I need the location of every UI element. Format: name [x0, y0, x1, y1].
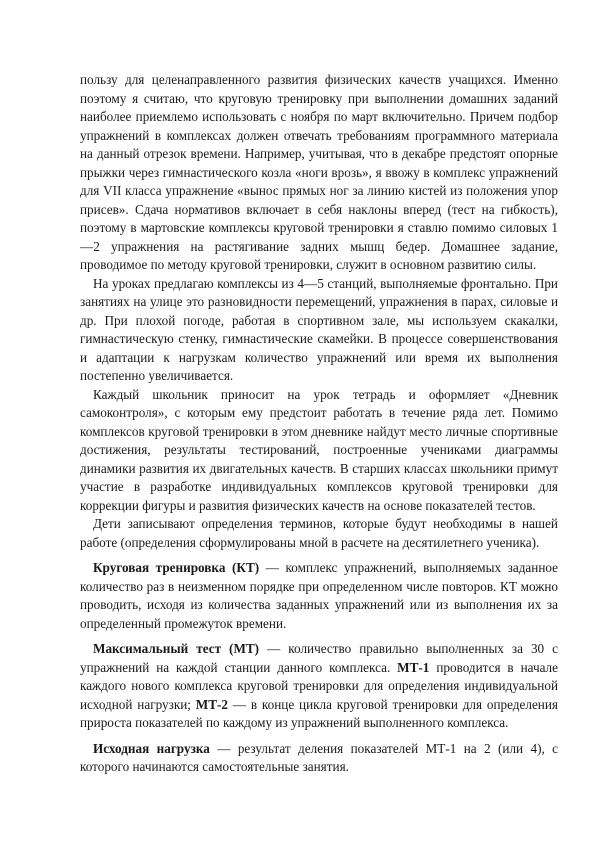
- term-mt1: МТ-1: [397, 659, 430, 675]
- definition-text: — результат деления показателей МТ-1 на 2 (или 4), с которого начинаются самостоятельные занятия.: [80, 740, 558, 774]
- definition-text: проводится в начале каждого нового комплекса круговой тренировки для определения индивидуальной исходной нагрузки;: [80, 659, 558, 712]
- term-initial-load: Исходная нагрузка: [93, 740, 210, 756]
- term-circuit-training: Круговая тренировка (КТ): [93, 560, 260, 575]
- definition-max-test: [80, 640, 558, 733]
- definition-text: — комплекс упражнений, выполняемых заданное количество раз в неизменном порядке при определенном числе повторов. КТ можно проводить, исходя из количества заданных упражнений или из выполнения их за определенный промежуток времени.: [80, 560, 558, 631]
- paragraph-lesson-complexes: На уроках предлагаю комплексы из 4—5 станций, выполняемые фронтально. При занятиях на улице это разновидности перемещений, упражнения в парах, силовые и др. При плохой погоде, работая в спортивном зале, мы используем скакалки, гимнастическую стенку, гимнастические скамейки. В процессе совершенствования и адаптации к нагрузкам количество упражнений или время их выполнения постепенно увеличивается.: [80, 275, 558, 383]
- paragraph-self-control-diary: Каждый школьник приносит на урок тетрадь и оформляет «Дневник самоконтроля», с которым ему предстоит работать в течение ряда лет. Помимо комплексов круговой тренировки в этом дневнике найдут место личные спортивные достижения, результаты тестирований, построенные учениками диаграммы динамики развития их двигательных качеств. В старших классах школьники примут участие в разработке индивидуальных комплексов круговой тренировки для коррекции фигуры и развития физических качеств на основе показателей тестов.: [80, 386, 558, 513]
- term-mt2: МТ-2: [195, 696, 229, 712]
- definition-text: — количество правильно выполненных за 30 с упражнений на каждой станции данного комплекса.: [80, 641, 558, 675]
- definition-text: — в конце цикла круговой тренировки для определения прироста показателей по каждому из упражнений выполненного комплекса.: [80, 696, 558, 730]
- paragraph-terms-intro: Дети записывают определения терминов, которые будут необходимы в нашей работе (определения сформулированы мной в расчете на десятилетнего ученика).: [80, 516, 558, 550]
- term-max-test: Максимальный тест (МТ): [93, 641, 260, 656]
- page-body: [80, 71, 558, 777]
- definition-initial-load: [80, 740, 558, 777]
- paragraph-training-schedule: пользу для целенаправленного развития физических качеств учащихся. Именно поэтому я считаю, что круговую тренировку при выполнении домашних заданий наиболее приемлемо использовать с ноября по март включительно. Причем подбор упражнений в комплексах должен отвечать требованиям программного материала на данный отрезок времени. Например, учитывая, что в декабре предстоят опорные прыжки через гимнастического козла «ноги врозь», я ввожу в комплекс упражнений для VII класса упражнение «вынос прямых ног за линию кистей из положения упор присев». Сдача нормативов включает в себя наклоны вперед (тест на гибкость), поэтому в мартовские комплексы круговой тренировки я ставлю помимо силовых 1—2 упражнения на растягивание задних мышц бедер. Домашнее задание, проводимое по методу круговой тренировки, служит в основном развитию силы.: [80, 72, 558, 272]
- definition-circuit-training: [80, 559, 558, 633]
